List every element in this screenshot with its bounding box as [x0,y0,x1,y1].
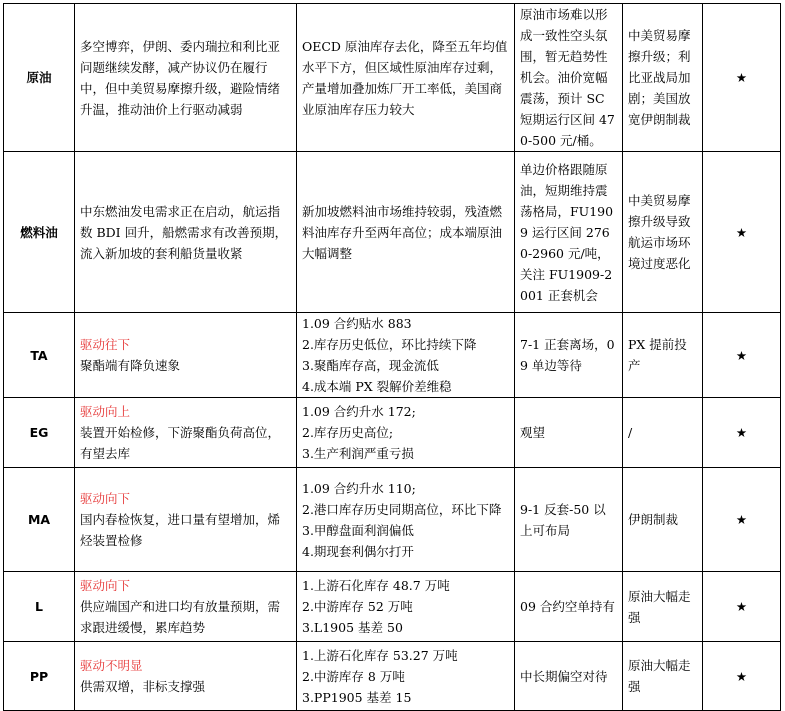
rating-star-icon: ★ [703,152,781,313]
table-row [4,313,781,398]
inventory-item: 1.09 合约升水 110; [302,480,416,496]
fundamental-cell [75,398,297,468]
rating-star-icon: ★ [703,313,781,398]
fundamental-text: 中东燃油发电需求正在启动，航运指数 BDI 回升，船燃需求有改善预期，流入新加坡的套利船货量收紧 [80,203,288,261]
strategy-cell: 7-1 正套离场，09 单边等待 [515,313,623,398]
fundamental-text: 供应端国产和进口均有放量预期，需求跟进缓慢，累库趋势 [80,599,281,635]
fundamental-cell [75,4,297,152]
table-row [4,4,781,152]
commodity-name: 原油 [4,4,75,152]
inventory-cell [297,152,515,313]
fundamental-text: 国内春检恢复，进口量有望增加，烯烃装置检修 [80,512,281,548]
inventory-item: 1.09 合约升水 172; [302,404,416,419]
inventory-item: 2.中游库存 8 万吨 [302,668,405,684]
drive-label: 驱动向下 [80,578,131,593]
strategy-cell: 观望 [515,398,623,468]
commodity-name: 燃料油 [4,152,75,313]
inventory-item: 2.中游库存 52 万吨 [302,599,413,614]
fundamental-cell [75,468,297,572]
fundamental-text: 供需双增，非标支撑强 [80,679,206,694]
strategy-cell: 原油市场难以形成一致性空头氛围，暂无趋势性机会。油价宽幅震荡，预计 SC 短期运行区间 470-500 元/桶。 [515,4,623,152]
inventory-item: 2.港口库存历史同期高位，环比下降 [302,501,502,517]
table-row [4,152,781,313]
fundamental-cell [75,152,297,313]
inventory-text: 新加坡燃料油市场维持较弱，残渣燃料油库存升至两年高位；成本端原油大幅调整 [302,203,503,261]
inventory-item: 3.聚酯库存高，现金流低 [302,358,439,373]
inventory-cell [297,4,515,152]
risk-cell: 原油大幅走强 [623,572,703,642]
risk-cell: 中美贸易摩擦升级；利比亚战局加剧；美国放宽伊朗制裁 [623,4,703,152]
inventory-item: 3.L1905 基差 50 [302,620,403,635]
risk-cell: 原油大幅走强 [623,642,703,711]
table-row [4,572,781,642]
commodity-name: PP [4,642,75,711]
inventory-item: 1.09 合约贴水 883 [302,316,412,331]
strategy-cell: 单边价格跟随原油，短期维持震荡格局，FU1909 运行区间 2760-2960 元/吨，关注 FU1909-2001 正套机会 [515,152,623,313]
drive-label: 驱动向下 [80,491,131,506]
commodity-name: L [4,572,75,642]
table-row [4,398,781,468]
risk-cell: 伊朗制裁 [623,468,703,572]
inventory-cell [297,572,515,642]
fundamental-cell [75,642,297,711]
inventory-item: 3.生产利润严重亏损 [302,446,414,461]
inventory-cell [297,398,515,468]
inventory-text: OECD 原油库存去化，降至五年均值水平下方，但区域性原油库存过剩，产量增加叠加炼厂开工率低，美国商业原油库存压力较大 [302,38,508,117]
drive-label: 驱动不明显 [80,658,143,673]
table-row [4,468,781,572]
commodity-name: MA [4,468,75,572]
strategy-cell: 中长期偏空对待 [515,642,623,711]
rating-star-icon: ★ [703,642,781,711]
inventory-item: 2.库存历史高位; [302,425,394,440]
strategy-cell: 09 合约空单持有 [515,572,623,642]
inventory-item: 2.库存历史低位，环比持续下降 [302,337,477,352]
risk-cell: / [623,398,703,468]
rating-star-icon: ★ [703,398,781,468]
commodity-name: EG [4,398,75,468]
inventory-cell [297,313,515,398]
fundamental-text: 装置开始检修，下游聚酯负荷高位，有望去库 [80,425,281,461]
drive-label: 驱动向上 [80,404,131,419]
strategy-cell: 9-1 反套-50 以上可布局 [515,468,623,572]
inventory-cell [297,642,515,711]
table-row [4,642,781,711]
commodity-outlook-table [3,3,781,711]
fundamental-cell [75,572,297,642]
inventory-item: 3.PP1905 基差 15 [302,689,412,705]
inventory-item: 3.甲醇盘面利润偏低 [302,522,414,538]
inventory-item: 1.上游石化库存 48.7 万吨 [302,578,450,593]
fundamental-text: 多空博弈，伊朗、委内瑞拉和利比亚问题继续发酵，减产协议仍在履行中，但中美贸易摩擦升级，避险情绪升温，推动油价上行驱动减弱 [80,38,281,117]
rating-star-icon: ★ [703,4,781,152]
inventory-cell [297,468,515,572]
fundamental-cell [75,313,297,398]
rating-star-icon: ★ [703,572,781,642]
drive-label: 驱动往下 [80,337,131,352]
risk-cell: PX 提前投产 [623,313,703,398]
commodity-name: TA [4,313,75,398]
fundamental-text: 聚酯端有降负速象 [80,358,181,373]
rating-star-icon: ★ [703,468,781,572]
inventory-item: 4.期现套利偶尔打开 [302,543,414,559]
inventory-item: 1.上游石化库存 53.27 万吨 [302,647,458,663]
inventory-item: 4.成本端 PX 裂解价差维稳 [302,379,452,394]
risk-cell: 中美贸易摩擦升级导致航运市场环境过度恶化 [623,152,703,313]
